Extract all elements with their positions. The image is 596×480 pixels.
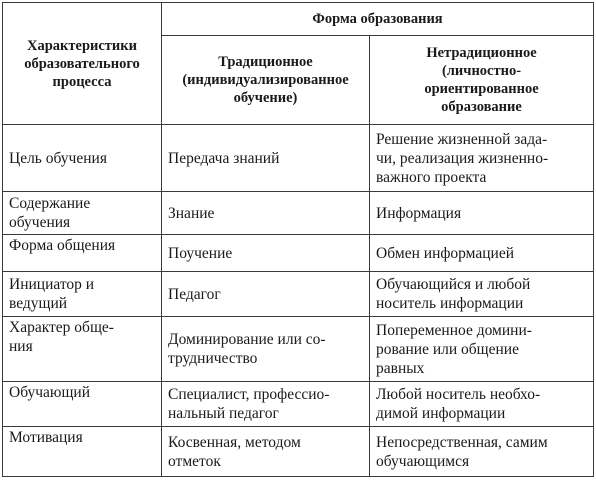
table-row: [3, 272, 594, 317]
nontraditional-cell: [370, 235, 594, 272]
row-label-cell: [3, 192, 162, 235]
table-row: [3, 427, 594, 477]
cell-line: Поучение: [168, 244, 233, 262]
cell-line: Информация: [376, 204, 462, 222]
nontraditional-cell: [370, 125, 594, 192]
col-header-line: ориентированное: [424, 81, 539, 97]
traditional-cell: [162, 192, 370, 235]
comparison-table: [2, 2, 594, 477]
table-row: [3, 317, 594, 382]
col-header-line: (личностно-: [441, 63, 522, 79]
col-header-line: Традиционное: [218, 54, 313, 70]
cell-line: Обучающий: [9, 384, 91, 401]
col-header-line: Нетрадиционное: [426, 45, 537, 61]
row-header-line: Характеристики: [27, 37, 137, 54]
group-title: Форма образования: [312, 11, 443, 27]
cell-line: Педагог: [168, 285, 221, 303]
table-row: [3, 235, 594, 272]
row-label-cell: [3, 427, 162, 477]
cell-line: нальный педагог: [168, 405, 279, 422]
cell-line: ведущий: [9, 295, 68, 312]
nontraditional-cell: [370, 382, 594, 427]
cell-line: Решение жизненной зада-: [376, 130, 548, 148]
cell-line: трудничество: [168, 350, 258, 367]
table-row: [3, 192, 594, 235]
cell-line: Доминирование или со-: [168, 331, 326, 348]
row-label-cell: [3, 235, 162, 272]
group-header-cell: [162, 3, 594, 36]
row-header-line: процесса: [52, 73, 112, 90]
cell-line: Инициатор и: [9, 276, 95, 293]
cell-line: Любой носитель необхо-: [376, 386, 541, 403]
col-header-line: образование: [441, 99, 522, 115]
cell-line: отметок: [168, 452, 221, 470]
cell-line: димой информации: [376, 405, 506, 422]
traditional-cell: [162, 235, 370, 272]
row-label-cell: [3, 317, 162, 382]
cell-line: рование или общение: [376, 340, 519, 358]
header-row-top: [3, 3, 594, 36]
cell-line: Характер обще-: [9, 319, 114, 336]
row-label-cell: [3, 125, 162, 192]
table-row: [3, 125, 594, 192]
cell-line: Знание: [168, 204, 215, 222]
row-label-cell: [3, 272, 162, 317]
cell-line: ния: [9, 338, 33, 355]
row-header-line: образовательного: [24, 55, 140, 72]
traditional-cell: [162, 427, 370, 477]
cell-line: обучения: [9, 214, 71, 231]
traditional-cell: [162, 317, 370, 382]
col-header-nontraditional: [370, 36, 594, 125]
cell-line: чи, реализация жизненно-: [376, 149, 549, 167]
cell-line: Специалист, профессио-: [168, 386, 330, 403]
cell-line: Передача знаний: [168, 149, 280, 167]
traditional-cell: [162, 125, 370, 192]
cell-line: Мотивация: [9, 429, 83, 446]
cell-line: Обучающийся и любой: [376, 276, 531, 293]
nontraditional-cell: [370, 317, 594, 382]
col-header-line: обучение): [233, 90, 298, 106]
col-header-traditional: [162, 36, 370, 125]
cell-line: Непосредственная, самим: [376, 433, 548, 451]
cell-line: Содержание: [9, 195, 91, 212]
cell-line: важного проекта: [376, 168, 487, 186]
cell-line: равных: [376, 359, 425, 377]
traditional-cell: [162, 382, 370, 427]
table-row: [3, 382, 594, 427]
cell-line: Форма общения: [9, 237, 116, 254]
cell-line: Обмен информацией: [376, 244, 515, 262]
row-label-cell: [3, 382, 162, 427]
nontraditional-cell: [370, 192, 594, 235]
row-header-cell: [3, 3, 162, 125]
nontraditional-cell: [370, 427, 594, 477]
cell-line: обучающимся: [376, 452, 470, 470]
cell-line: Цель обучения: [9, 149, 107, 167]
cell-line: носитель информации: [376, 295, 524, 312]
cell-line: Попеременное домини-: [376, 321, 532, 339]
traditional-cell: [162, 272, 370, 317]
col-header-line: (индивидуализированное: [182, 72, 349, 88]
nontraditional-cell: [370, 272, 594, 317]
cell-line: Косвенная, методом: [168, 433, 301, 451]
